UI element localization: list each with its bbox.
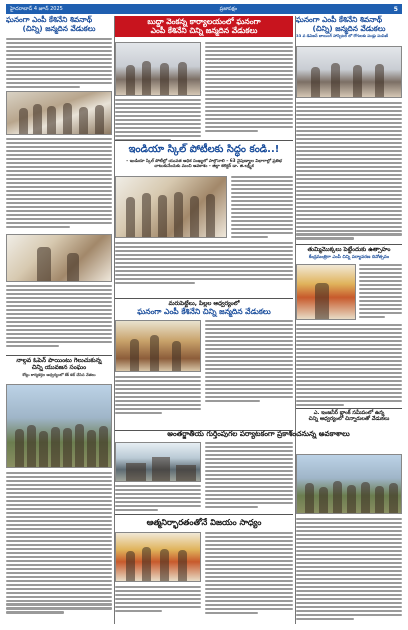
center-article-text-10 — [205, 532, 293, 614]
center-article-text-1 — [115, 99, 201, 141]
center-article-text-6 — [205, 320, 293, 402]
left-article-text — [6, 38, 112, 88]
center-photo-5 — [115, 532, 201, 582]
right-article-text-1 — [296, 102, 402, 240]
right-article-text-4 — [296, 518, 402, 620]
left-story2-heading — [6, 358, 112, 378]
right-headline-line2: (చిన్ని) జన్మదిన వేడుకలు — [312, 23, 386, 33]
page-number: 5 — [393, 5, 398, 13]
center-top-headline-box — [115, 16, 293, 37]
center-lower-headline: ఘనంగా ఎంపీ కేశినేని చిన్ని జన్మదిన వేడుకలు — [137, 306, 271, 316]
left-headline-line2: (చిన్ని) జన్మదిన వేడుకలు — [22, 23, 96, 33]
left-article-text-4 — [6, 472, 112, 614]
center-top-headline-line2: ఎంపీ కేశినేని చిన్ని జన్మదిన వేడుకలు — [150, 25, 258, 35]
left-story2-title: నాల్గవ ఓపెన్ పాయింటు గెలుచుకున్న — [16, 357, 102, 364]
center-article-text-8 — [205, 442, 293, 508]
right-article-text-3 — [296, 324, 402, 406]
masthead-paper: ప్రజాపక్షం — [219, 5, 237, 12]
right-subheadline: 33 వ డివిజన్ బాయింగ్ హాస్పిటల్ లో రోగులకు పండ్లు పంపిణీ — [296, 33, 388, 39]
center-top-headline-line1: బుద్దా వెంకన్న కార్యాలయంలో ఘనంగా — [147, 17, 261, 26]
left-column — [6, 15, 112, 377]
left-story2-title2: చిన్ని యువజన సంఘం — [31, 363, 87, 371]
center-article-text-5 — [115, 376, 201, 414]
center-column — [115, 16, 293, 316]
left-photo-3 — [6, 384, 112, 468]
center-article-text-9 — [115, 586, 201, 612]
right-column — [296, 15, 402, 422]
right-mid-heading — [296, 247, 402, 260]
right-mid-subheadline: కేంద్రమంత్రిగా ఎంపీ చిన్ని పర్యావరణ దినోత్సవం — [308, 254, 390, 260]
center-bottom-headline: ఆత్మనిర్భారతంతోనే విజయం సాధ్యం — [146, 517, 262, 527]
left-photo-1 — [6, 91, 112, 135]
masthead-date: హైదరాబాద్ 4 జూన్ 2025 — [10, 5, 63, 12]
newspaper-page — [6, 4, 402, 626]
left-article-text-2 — [6, 138, 112, 228]
left-article-text-3 — [6, 285, 112, 347]
center-mid-headline: ఇండియా స్కిల్ పోటీలకు సిద్ధం కండి..! — [128, 144, 280, 155]
center-mid-subheadline: – ఇండియా స్కిల్ పోటీల్లో యువత అధిక సంఖ్యలో పాల్గొనాలి – 63 నైపుణ్యాల విభాగాల్లో ప్రతిభ చాటుకునేందుకు మంచి అవకాశం – జిల్లా కలెక్టర్ డా. జి.లక్ష్మీశ — [126, 157, 282, 168]
left-headline-line1: ఘనంగా ఎంపీ కేశినేని శివనాథ్ — [6, 15, 93, 24]
center-photo-4 — [115, 442, 201, 482]
column-divider — [295, 16, 296, 624]
masthead — [6, 4, 402, 14]
right-low-headline2: చిన్ని ఆధ్వర్యంలో చిన్నారులతో వేడుకలు — [308, 415, 390, 422]
right-photo-2 — [296, 264, 356, 320]
left-photo-2 — [6, 234, 112, 282]
right-mid-headline: తుమ్మిమొక్కలు పెట్టేందుకు ఉత్సాహం — [307, 247, 391, 253]
right-photo-1 — [296, 46, 402, 98]
center-bottom-heading — [115, 518, 293, 527]
right-article-text-2 — [359, 264, 402, 318]
column-divider — [114, 16, 115, 624]
center-lower-heading — [115, 301, 293, 316]
center-lower-kicker: మరుపెట్టేలు, పిల్లల ఆధ్వర్యంలో — [168, 301, 240, 307]
center-article-text-2 — [205, 42, 293, 132]
center-article-text-3 — [231, 176, 293, 238]
band-heading — [115, 430, 402, 438]
right-low-heading — [296, 411, 402, 423]
right-headline-line1: ఘనంగా ఎంపీ కేశినేని శివనాథ్ — [296, 15, 383, 24]
center-article-text-7 — [115, 485, 201, 511]
center-article-text-4 — [115, 242, 293, 284]
left-story2-sub: కోట్లు కార్యకర్తల ఆధ్వర్యంలో కేక్ కట్ చేసిన నేతలు — [22, 371, 96, 377]
band-headline: అంతర్జాతీయ గుర్తింపుగల పర్యాటకంగా ప్రకాశించనున్న అవకాశాలు — [167, 429, 350, 438]
center-photo-2 — [115, 176, 227, 238]
center-photo-1 — [115, 42, 201, 96]
right-low-headline1: ఎ. ఇంజనీర్ బ్లాంక్ సమీపంలో ఉన్న — [313, 410, 385, 416]
center-photo-3 — [115, 320, 201, 372]
center-mid-heading — [115, 144, 293, 168]
right-photo-3 — [296, 454, 402, 514]
